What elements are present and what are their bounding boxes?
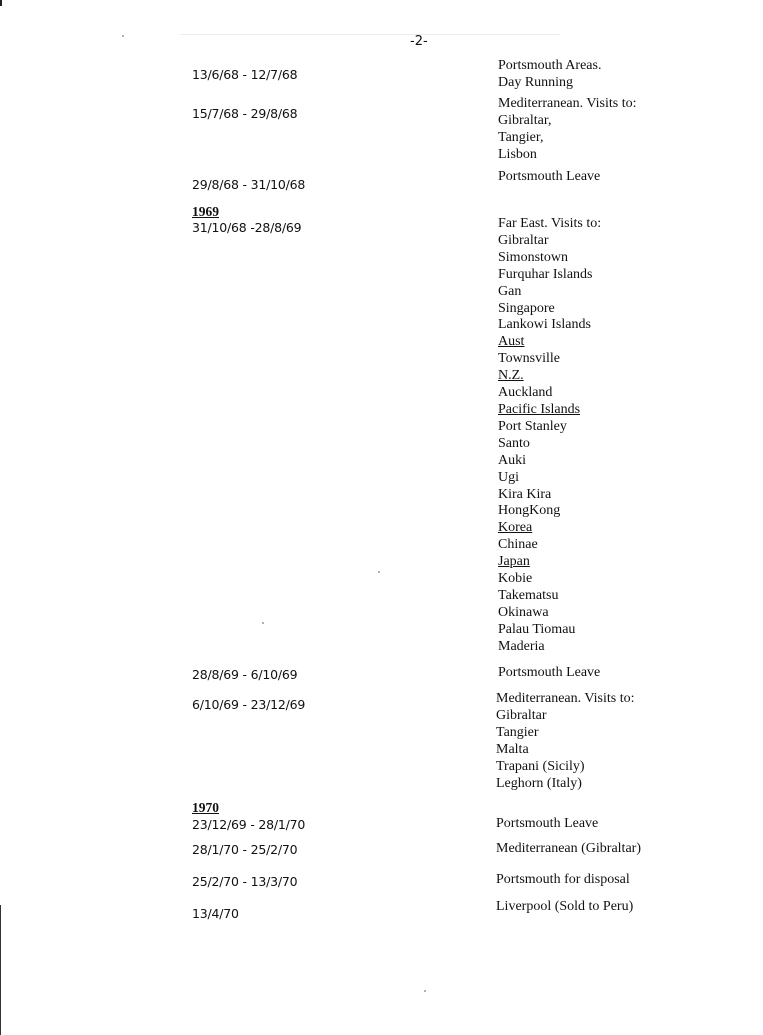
entry-line: Townsville	[498, 351, 561, 367]
date-range: 31/10/68 -28/8/69	[192, 220, 302, 235]
entry-line: Portsmouth Leave	[498, 665, 601, 680]
scan-speck	[424, 990, 426, 992]
scan-speck	[262, 622, 264, 624]
itinerary-entry	[498, 169, 600, 186]
entry-line: Portsmouth Leave	[496, 816, 599, 831]
entry-line-underlined: Korea	[498, 520, 533, 536]
date-range: 25/2/70 - 13/3/70	[192, 874, 298, 889]
entry-line: Kira Kira	[498, 486, 552, 502]
entry-line: Chinae	[498, 537, 538, 553]
scan-speck	[378, 571, 380, 573]
entry-line: Mediterranean. Visits to:	[496, 691, 635, 706]
year-heading: 1969	[192, 204, 219, 219]
entry-line: Liverpool (Sold to Peru)	[496, 899, 634, 914]
entry-line: Lisbon	[498, 146, 537, 162]
scan-edge	[0, 905, 1, 1035]
entry-line: Kobie	[498, 571, 533, 587]
itinerary-entry	[496, 872, 630, 889]
entry-line: Portsmouth Leave	[498, 169, 601, 184]
scan-artifact-line	[180, 34, 560, 35]
year-heading: 1970	[192, 800, 219, 815]
entry-line: Gan	[498, 283, 522, 299]
itinerary-entry	[498, 96, 636, 164]
entry-line: Mediterranean (Gibraltar)	[496, 841, 641, 856]
entry-line: Palau Tiomau	[498, 621, 576, 637]
page-number: -2-	[410, 34, 428, 49]
date-range: 13/6/68 - 12/7/68	[192, 67, 298, 82]
entry-line: Tangier,	[498, 129, 544, 145]
entry-line: Auki	[498, 452, 526, 468]
entry-line: Far East. Visits to:	[498, 216, 602, 231]
entry-line: Port Stanley	[498, 418, 567, 434]
entry-line: Malta	[496, 741, 529, 757]
itinerary-entry	[498, 216, 601, 656]
entry-line-underlined: Pacific Islands	[498, 401, 581, 417]
entry-line: Furquhar Islands	[498, 266, 593, 282]
entry-line: Day Running	[498, 74, 574, 90]
entry-line: Okinawa	[498, 604, 549, 620]
entry-line: Gibraltar,	[498, 112, 552, 128]
entry-line: Gibraltar	[498, 232, 549, 248]
itinerary-entry	[496, 816, 598, 833]
date-range: 13/4/70	[192, 906, 239, 921]
date-range: 6/10/69 - 23/12/69	[192, 697, 306, 712]
entry-line: Mediterranean. Visits to:	[498, 96, 637, 111]
entry-line: Trapani (Sicily)	[496, 758, 585, 774]
entry-line: Ugi	[498, 469, 519, 485]
entry-line: Portsmouth Areas.	[498, 58, 602, 73]
entry-line-underlined: Aust	[498, 334, 525, 350]
entry-line: Lankowi Islands	[498, 317, 591, 333]
date-range: 29/8/68 - 31/10/68	[192, 177, 306, 192]
itinerary-entry	[498, 665, 600, 682]
entry-line: HongKong	[498, 503, 561, 519]
entry-line: Portsmouth for disposal	[496, 872, 630, 887]
entry-line-underlined: N.Z.	[498, 368, 524, 384]
itinerary-entry	[496, 841, 641, 858]
entry-line: Simonstown	[498, 249, 569, 265]
date-range: 15/7/68 - 29/8/68	[192, 106, 298, 121]
itinerary-entry	[496, 691, 634, 792]
scan-mark	[0, 0, 2, 6]
itinerary-entry	[496, 899, 633, 916]
entry-line: Tangier	[496, 724, 539, 740]
entry-line: Maderia	[498, 638, 545, 654]
date-range: 28/1/70 - 25/2/70	[192, 842, 298, 857]
entry-line-underlined: Japan	[498, 554, 530, 570]
date-range: 28/8/69 - 6/10/69	[192, 667, 298, 682]
date-range: 23/12/69 - 28/1/70	[192, 817, 306, 832]
scan-speck	[122, 35, 124, 37]
entry-line: Gibraltar	[496, 707, 547, 723]
entry-line: Leghorn (Italy)	[496, 775, 582, 791]
entry-line: Singapore	[498, 300, 555, 316]
entry-line: Takematsu	[498, 587, 559, 603]
itinerary-entry	[498, 58, 601, 92]
entry-line: Santo	[498, 435, 530, 451]
entry-line: Auckland	[498, 385, 553, 401]
